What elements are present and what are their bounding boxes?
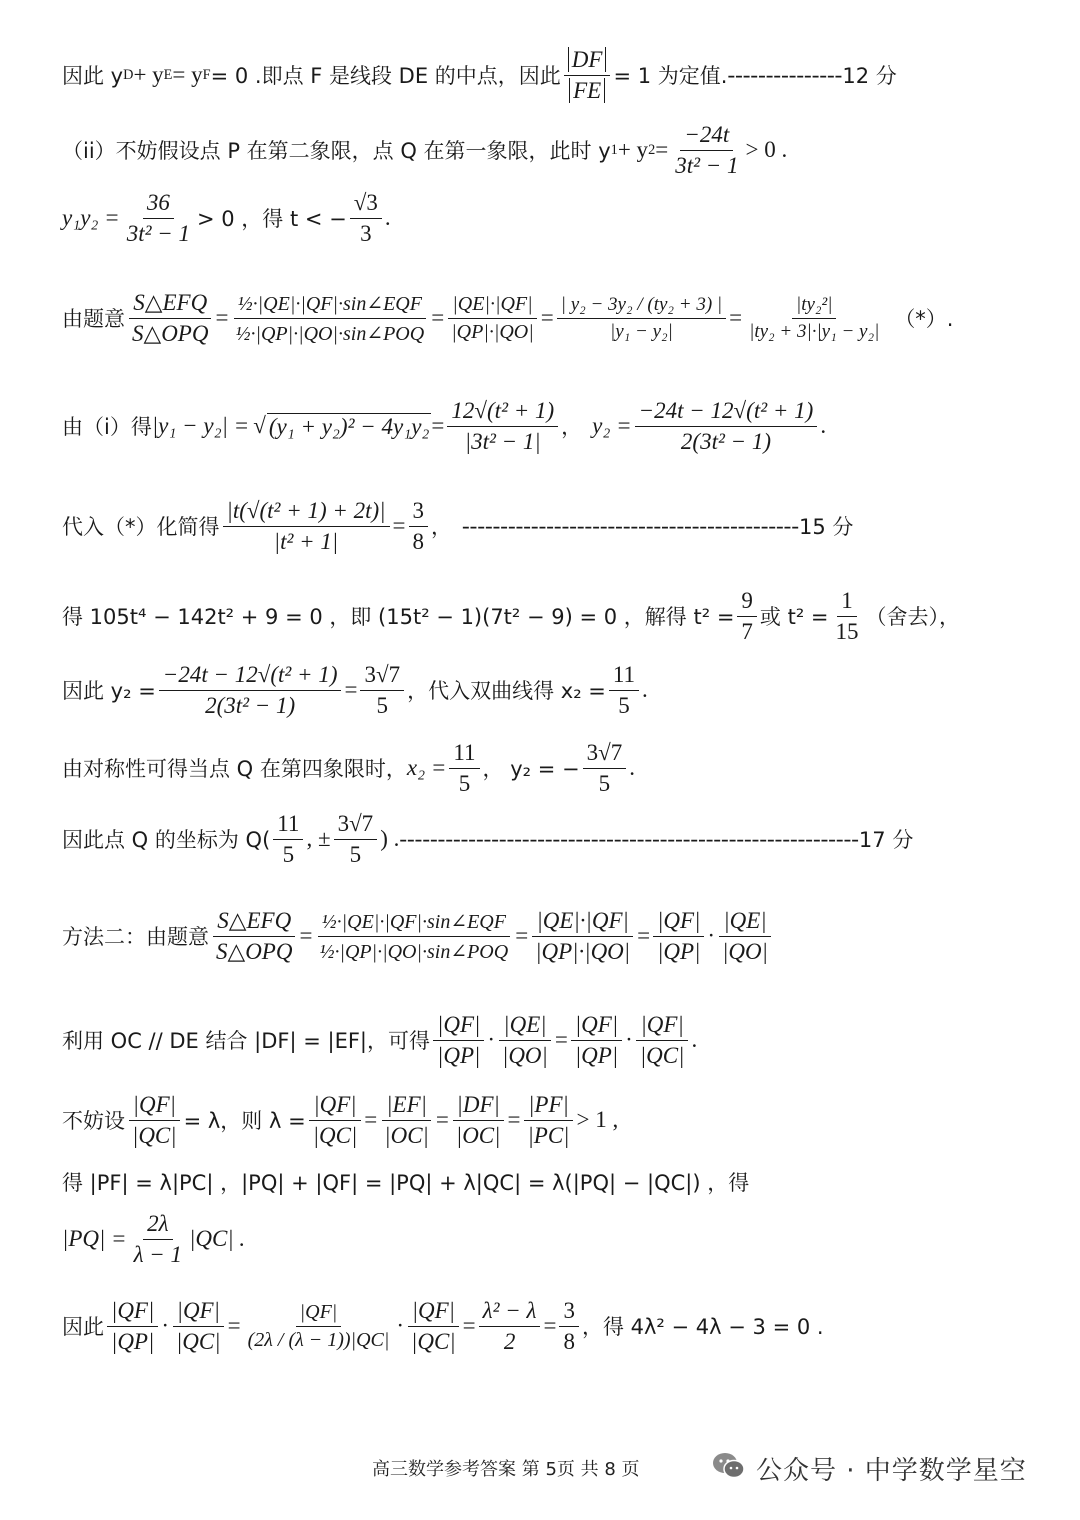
numerator: |QF| — [107, 1298, 158, 1327]
fraction — [172, 1298, 225, 1355]
fraction — [334, 811, 378, 868]
line-5: 由（i）得 |y₁ − y₂| = √ (y₁ + y₂)² − 4y₁y₂ = $\frac{\text{12√(t² + 1)}}{\text{|3t² − 1|}}$ ， y₂ = $\frac{\text{−24t − 12√(t² + 1)}}{\text{2(3t² − 1)}}$ . — [62, 397, 827, 454]
denominator: |QP|·|QO| — [535, 938, 631, 964]
text: 因此点 Q 的坐标为 Q( — [62, 828, 271, 852]
text: 由（i）得 — [62, 415, 152, 439]
numerator: |t(√(t² + 1) + 2t)| — [223, 498, 390, 527]
text: x₂ = — [406, 755, 447, 780]
denominator: |y₁ − y₂| — [610, 320, 673, 342]
fraction — [671, 122, 742, 179]
denominator: 8 — [412, 528, 424, 554]
text: > 0 ，得 t < − — [197, 207, 347, 231]
text: |PQ| = — [62, 1226, 127, 1251]
text: 由对称性可得当点 Q 在第四象限时， — [62, 757, 407, 781]
denominator: 15 — [835, 618, 859, 644]
denominator: FE — [569, 78, 605, 103]
line-2 — [62, 118, 1040, 182]
denominator: 2(3t² − 1) — [680, 428, 772, 454]
text: + y — [617, 137, 649, 162]
equation-tag: （*）. — [894, 307, 954, 331]
text: = 0 .即点 F 是线段 DE 的中点，因此 — [210, 64, 561, 88]
fraction — [636, 1012, 689, 1069]
fraction — [315, 909, 512, 964]
leader-dashes: ------------------------------------------------------------ — [399, 826, 859, 851]
text: 得 105t⁴ − 142t² + 9 = 0 ，即 (15t² − 1)(7t² − 9) = 0 ，解得 t² = — [62, 605, 735, 629]
denominator: ½·|QP|·|QO|·sin∠POQ — [319, 940, 509, 963]
watermark-text: 公众号 · 中学数学星空 — [756, 1455, 1027, 1486]
text: . — [691, 1027, 698, 1052]
text: ) . — [380, 826, 400, 851]
numerator: | y₂ − 3y₂ / (ty₂ + 3) | — [557, 294, 726, 319]
text: 得 |PF| = λ|PC| ，|PQ| + |QF| = |PQ| + λ|QC| = λ(|PQ| − |QC|) ，得 — [62, 1171, 750, 1195]
subscript: D — [123, 66, 134, 83]
denominator: 5 — [349, 841, 362, 867]
numerator: 2λ — [143, 1211, 172, 1240]
numerator: 1 — [837, 588, 857, 617]
fraction — [244, 1301, 394, 1352]
fraction — [452, 1092, 505, 1149]
fraction — [737, 588, 757, 645]
fraction — [564, 47, 611, 104]
text: = λ，则 λ = — [183, 1109, 306, 1133]
line-1 — [62, 40, 1040, 110]
denominator: |t² + 1| — [273, 528, 339, 554]
text: 由题意 — [62, 307, 125, 331]
line-16: 因此 $\frac{|QF|}{|QP|}$ · $\frac{|QF|}{|QC|}$ = $\frac{|QF|}{(2\lambda / (\lambda - 1))|QC|}$ · $\frac{|QF|}{|QC|}$ = $\frac{\text{λ² − λ}}{2}$ = $\frac{3}{8}$ ，得 4λ² − 4λ − 3 = 0 . — [62, 1297, 824, 1354]
text: = — [540, 305, 554, 330]
numerator: |QE| — [499, 1012, 550, 1041]
denominator: |OC| — [384, 1122, 429, 1148]
text: = — [515, 923, 529, 948]
denominator: λ − 1 — [133, 1241, 183, 1267]
fraction — [745, 294, 883, 343]
text: . — [642, 677, 648, 702]
numerator: 3√7 — [334, 811, 378, 840]
denominator: |ty₂ + 3|·|y₁ − y₂| — [749, 320, 880, 342]
denominator: |QC| — [312, 1122, 358, 1148]
text: = — [729, 305, 743, 330]
numerator: 3√7 — [583, 740, 627, 769]
text: , ± — [306, 826, 331, 851]
numerator: −24t — [680, 122, 733, 151]
fraction — [159, 662, 342, 719]
fraction — [123, 190, 194, 247]
fraction — [653, 908, 704, 965]
numerator: 11 — [273, 811, 303, 840]
fraction — [635, 398, 818, 455]
page-number: 高三数学参考答案 第 5页 共 8 页 — [372, 1459, 640, 1480]
fraction — [718, 908, 772, 965]
numerator: ½·|QE|·|QF|·sin∠EQF — [234, 291, 426, 319]
denominator: |QP|·|QO| — [451, 320, 534, 343]
fraction — [107, 1298, 158, 1355]
denominator: 5 — [598, 770, 611, 796]
fraction — [380, 1092, 433, 1149]
line-3 — [62, 186, 1040, 250]
numerator: |QE|·|QF| — [532, 908, 632, 937]
numerator: DF — [568, 47, 607, 72]
fraction — [128, 290, 212, 347]
denominator: 3 — [360, 220, 372, 246]
text: 因此 y — [62, 64, 124, 88]
denominator: S△OPQ — [216, 938, 293, 964]
score: 12 分 — [842, 64, 897, 88]
denominator: 3t² − 1 — [675, 152, 739, 178]
text: y₁y₂ = — [62, 205, 120, 230]
watermark — [712, 1450, 1027, 1487]
fraction — [531, 908, 634, 965]
radicand: (y₁ + y₂)² − 4y₁y₂ — [268, 413, 430, 439]
numerator: 9 — [737, 588, 757, 617]
fraction — [309, 1092, 362, 1149]
fraction — [571, 1012, 622, 1069]
denominator: 5 — [282, 841, 295, 867]
denominator: |QO| — [722, 938, 768, 964]
line-14 — [62, 1162, 1040, 1202]
numerator: |QF| — [408, 1298, 459, 1327]
numerator: |QF| — [571, 1012, 622, 1041]
fraction — [498, 1012, 552, 1069]
denominator: |QC| — [411, 1328, 456, 1354]
numerator: 11 — [449, 740, 479, 769]
text: 因此 — [62, 1315, 104, 1339]
line-13: 不妨设 $\frac{|QF|}{|QC|}$ = λ，则 λ = $\frac{|QF|}{|QC|}$ = $\frac{|EF|}{|OC|}$ = $\frac{|DF|}{|OC|}$ = $\frac{|PF|}{|PC|}$ > 1 , — [62, 1091, 619, 1148]
text: = — [344, 677, 358, 702]
fraction — [479, 1298, 541, 1355]
denominator: |QC| — [639, 1042, 685, 1068]
numerator: √3 — [350, 190, 382, 219]
fraction — [447, 293, 538, 344]
fraction — [557, 294, 726, 343]
denominator: |QP| — [657, 938, 701, 964]
denominator: 2 — [503, 1328, 516, 1354]
numerator: 3 — [559, 1298, 579, 1327]
denominator: 5 — [458, 770, 471, 796]
fraction — [212, 908, 296, 965]
text: + y — [133, 62, 164, 87]
subscript: F — [202, 66, 211, 83]
denominator: |QC| — [132, 1122, 177, 1148]
fraction — [449, 740, 479, 797]
text: = — [637, 923, 651, 948]
numerator: |QF| — [129, 1092, 180, 1121]
text: ， — [561, 415, 583, 439]
numerator: |QE| — [719, 908, 770, 937]
line-6 — [62, 476, 1040, 576]
numerator: S△EFQ — [213, 908, 295, 937]
text: . — [384, 205, 391, 230]
text: · — [707, 923, 716, 948]
text: 不妨设 — [62, 1109, 125, 1133]
denominator: 7 — [741, 618, 753, 644]
line-4 — [62, 258, 1040, 378]
denominator: |3t² − 1| — [464, 428, 541, 454]
fraction — [609, 662, 639, 719]
numerator: |ty₂²| — [792, 294, 836, 319]
text: 或 t² = — [759, 605, 829, 629]
denominator: S△OPQ — [132, 320, 209, 346]
denominator: 5 — [376, 692, 389, 718]
denominator: |QC| — [175, 1328, 221, 1354]
text: = — [299, 923, 313, 948]
text: > 0 . — [745, 137, 788, 162]
numerator: |QF| — [173, 1298, 224, 1327]
text: = 1 为定值. — [613, 64, 728, 88]
line-9 — [62, 734, 1040, 802]
denominator: 2(3t² − 1) — [205, 692, 296, 718]
text: |y₁ − y₂| = — [151, 413, 250, 438]
text: （ii）不妨假设点 P 在第二象限，点 Q 在第一象限，此时 y — [62, 139, 611, 163]
text: ，代入双曲线得 x₂ = — [407, 679, 606, 703]
wechat-icon — [712, 1451, 746, 1486]
numerator: |QE|·|QF| — [448, 293, 536, 319]
denominator: (2λ / (λ − 1))|QC| — [247, 1328, 390, 1351]
text: = — [431, 413, 445, 438]
numerator: 3 — [409, 498, 429, 527]
fraction — [583, 740, 627, 797]
fraction — [350, 190, 382, 247]
denominator: 3t² − 1 — [126, 220, 190, 246]
denominator: 5 — [618, 692, 630, 718]
numerator: 12√(t² + 1) — [447, 398, 558, 427]
line-11 — [62, 878, 1040, 994]
text: . — [820, 413, 827, 438]
fraction — [223, 498, 390, 555]
fraction — [407, 1298, 460, 1355]
score: 15 分 — [799, 515, 854, 539]
text: y₂ = — [592, 413, 632, 438]
fraction — [523, 1092, 573, 1149]
denominator: |QP| — [111, 1328, 155, 1354]
score: 17 分 — [858, 828, 914, 852]
fraction — [559, 1298, 579, 1355]
text: > 1 , — [576, 1107, 619, 1132]
line-12: 利用 OC // DE 结合 |DF| = |EF|，可得 $\frac{|QF|}{|QP|}$ · $\frac{|QE|}{|QO|}$ = $\frac{|QF|}{|QP|}$ · $\frac{|QF|}{|QC|}$ . — [62, 1011, 698, 1068]
text: （舍去）， — [865, 605, 961, 629]
text: 因此 y₂ = — [62, 679, 156, 703]
numerator: |QF| — [653, 908, 704, 937]
text: = — [431, 305, 445, 330]
text: 代入（*）化简得 — [62, 515, 220, 539]
fraction — [409, 498, 429, 555]
leader-dashes: --------------- — [727, 62, 843, 87]
text: ，得 4λ² − 4λ − 3 = 0 . — [581, 1315, 824, 1339]
denominator: |OC| — [455, 1122, 501, 1148]
numerator: λ² − λ — [479, 1298, 541, 1327]
subscript: 2 — [648, 141, 656, 158]
subscript: 1 — [610, 141, 618, 158]
text: = y — [172, 62, 203, 87]
text: ， — [431, 515, 452, 539]
text: ， y₂ = − — [482, 757, 580, 781]
numerator: S△EFQ — [129, 290, 211, 319]
numerator: 36 — [143, 190, 174, 219]
fraction — [832, 588, 863, 645]
text: = — [655, 137, 669, 162]
numerator: 11 — [609, 662, 639, 691]
fraction — [273, 811, 303, 868]
denominator: ½·|QP|·|QO|·sin∠POQ — [235, 322, 425, 345]
fraction — [447, 398, 558, 455]
fraction — [128, 1092, 181, 1149]
numerator: |QF| — [636, 1012, 687, 1041]
text: . — [629, 755, 635, 780]
numerator: −24t − 12√(t² + 1) — [159, 662, 342, 691]
fraction — [130, 1211, 186, 1268]
page-footer — [0, 1448, 1080, 1488]
numerator: |PF| — [524, 1092, 573, 1121]
line-8 — [62, 656, 1040, 724]
numerator: ½·|QE|·|QF|·sin∠EQF — [318, 909, 510, 937]
line-10 — [62, 806, 1040, 872]
text: 利用 OC // DE 结合 |DF| = |EF|，可得 — [62, 1029, 431, 1053]
numerator: |DF| — [453, 1092, 504, 1121]
denominator: 8 — [563, 1328, 575, 1354]
fraction — [433, 1012, 484, 1069]
denominator: |QP| — [574, 1042, 619, 1068]
numerator: |QF| — [433, 1012, 484, 1041]
numerator: |EF| — [382, 1092, 431, 1121]
numerator: 3√7 — [360, 662, 404, 691]
fraction — [231, 291, 428, 346]
numerator: |QF| — [296, 1301, 342, 1327]
text: = — [554, 1027, 568, 1052]
subscript: E — [163, 66, 173, 83]
denominator: |QP| — [437, 1042, 481, 1068]
denominator: |PC| — [527, 1122, 570, 1148]
leader-dashes: -------------------------------------------- — [462, 513, 800, 538]
text: 方法二：由题意 — [62, 925, 209, 949]
denominator: |QO| — [502, 1042, 548, 1068]
text: = — [215, 305, 229, 330]
numerator: |QF| — [309, 1092, 360, 1121]
text: |QC| . — [189, 1226, 246, 1251]
line-7 — [62, 584, 1040, 648]
text: = — [392, 513, 406, 538]
line-15 — [62, 1206, 1040, 1272]
numerator: −24t − 12√(t² + 1) — [635, 398, 818, 427]
fraction — [360, 662, 404, 719]
